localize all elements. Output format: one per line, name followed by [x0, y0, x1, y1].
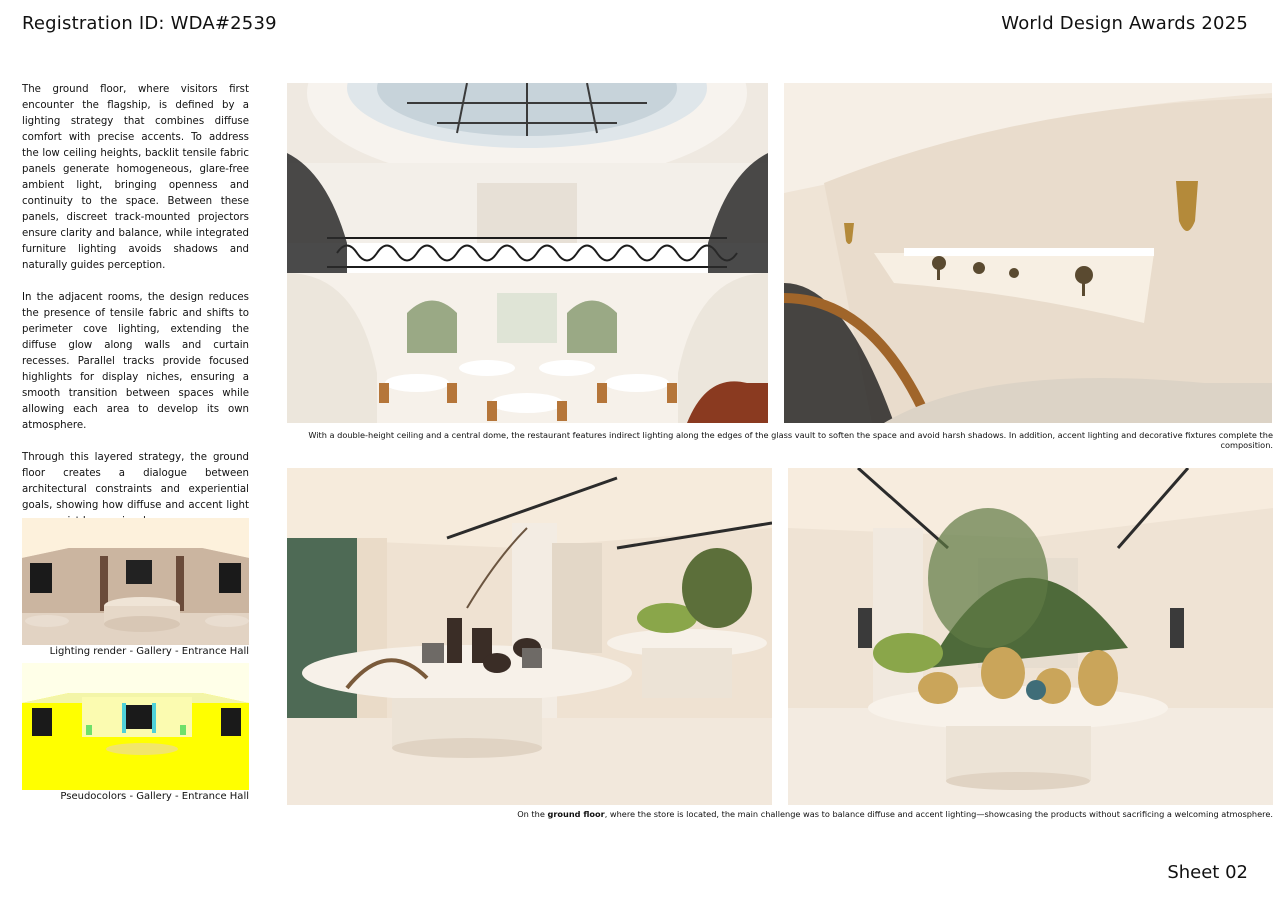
description-text [22, 82, 249, 546]
lighting-render-caption: Lighting render - Gallery - Entrance Hall [49, 646, 249, 657]
registration-id: Registration ID: WDA#2539 [22, 13, 277, 34]
award-title: World Design Awards 2025 [1001, 13, 1248, 34]
store-caption-pre: On the [517, 809, 548, 819]
store-table-left-photo [287, 468, 772, 805]
description-paragraph-2: In the adjacent rooms, the design reduces the presence of tensile fabric and shifts to perimeter cove lighting, extending the diffuse glow along walls and curtain recesses. Parallel tracks provide focused highlights for display niches, ensuring a smooth transition between spaces while allowing each area to develop its own atmosphere. [22, 292, 249, 431]
sheet-number: Sheet 02 [1167, 862, 1248, 883]
lighting-render-image [22, 518, 249, 645]
store-table-right-photo [788, 468, 1273, 805]
store-caption-bold: ground floor [547, 809, 605, 819]
restaurant-caption: With a double-height ceiling and a central dome, the restaurant features indirect lighting along the edges of the glass vault to soften the space and avoid harsh shadows. In addition, accent lighting and decorative fixtures complete the composition. [308, 430, 1273, 450]
pseudocolor-render-caption: Pseudocolors - Gallery - Entrance Hall [60, 791, 249, 802]
store-caption-post: , where the store is located, the main challenge was to balance diffuse and accent lighting—showcasing the products without sacrificing a welcoming atmosphere. [604, 809, 1273, 819]
description-paragraph-1: The ground floor, where visitors first encounter the flagship, is defined by a lighting strategy that combines diffuse comfort with precise accents. To address the low ceiling heights, backlit tensile fabric panels generate homogeneous, glare-free ambient light, bringing openness and continuity to the space. Between these panels, discreet track-mounted projectors ensure clarity and balance, while integrated furniture lighting avoids shadows and naturally guides perception. [22, 84, 249, 271]
restaurant-dome-photo [287, 83, 768, 423]
description-paragraph-3: Through this layered strategy, the ground floor creates a dialogue between architectural constraints and experiential goals, showing how diffuse and accent light [22, 452, 249, 511]
pseudocolor-render-image [22, 663, 249, 790]
store-caption [287, 809, 1273, 819]
staircase-wall-photo [784, 83, 1272, 423]
